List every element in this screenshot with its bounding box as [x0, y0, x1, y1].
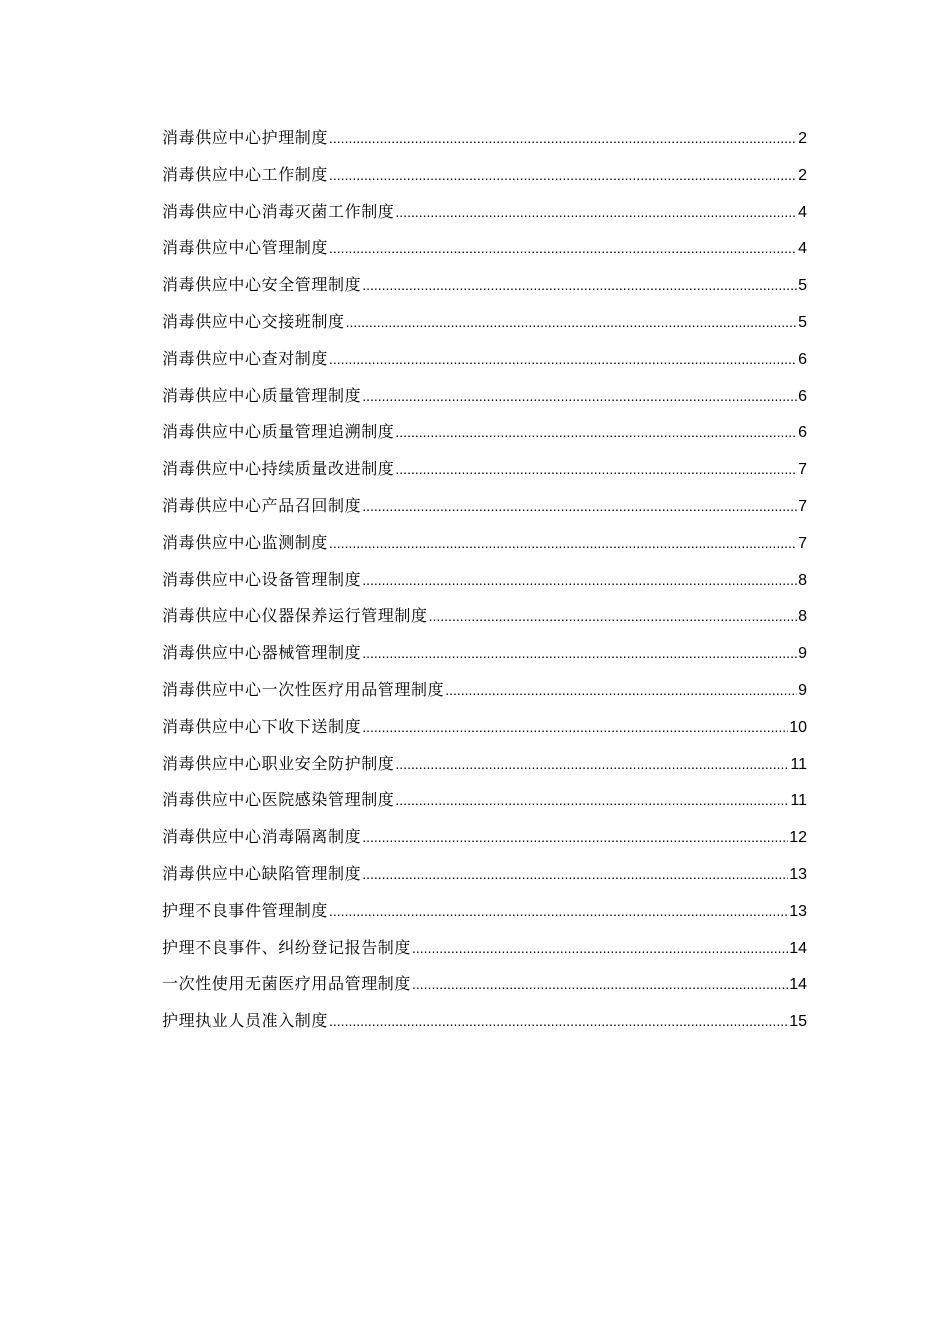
toc-entry-page: 5	[798, 277, 807, 295]
toc-entry-page: 4	[798, 203, 807, 221]
toc-entry-title: 消毒供应中心查对制度	[162, 348, 329, 368]
toc-entry[interactable]	[162, 525, 807, 562]
toc-dot-leader	[395, 414, 797, 451]
toc-dot-leader	[362, 488, 797, 525]
toc-entry-page: 11	[790, 755, 807, 773]
table-of-contents	[162, 120, 807, 1040]
toc-entry-page: 6	[798, 387, 807, 405]
toc-entry[interactable]	[162, 157, 807, 194]
toc-entry[interactable]	[162, 120, 807, 157]
toc-entry-title: 消毒供应中心产品召回制度	[162, 495, 362, 515]
toc-entry-page: 14	[789, 976, 807, 994]
toc-entry-title: 消毒供应中心质量管理追溯制度	[162, 422, 395, 442]
toc-entry-title: 消毒供应中心质量管理制度	[162, 385, 362, 405]
toc-dot-leader	[329, 525, 797, 562]
toc-entry-page: 5	[798, 313, 807, 331]
toc-entry-page: 6	[798, 424, 807, 442]
toc-entry-page: 13	[789, 865, 807, 883]
toc-dot-leader	[362, 819, 788, 856]
toc-entry-page: 2	[798, 166, 807, 184]
toc-dot-leader	[362, 856, 788, 893]
toc-entry[interactable]	[162, 966, 807, 1003]
toc-entry-page: 10	[789, 718, 807, 736]
toc-entry-page: 13	[789, 902, 807, 920]
toc-dot-leader	[362, 378, 797, 415]
toc-entry-page: 7	[798, 461, 807, 479]
toc-entry[interactable]	[162, 782, 807, 819]
toc-entry[interactable]	[162, 488, 807, 525]
toc-entry-page: 7	[798, 534, 807, 552]
toc-dot-leader	[362, 562, 797, 599]
toc-dot-leader	[395, 451, 797, 488]
toc-entry-title: 消毒供应中心职业安全防护制度	[162, 753, 395, 773]
toc-entry[interactable]	[162, 635, 807, 672]
toc-entry-page: 14	[789, 939, 807, 957]
toc-entry-page: 8	[798, 571, 807, 589]
toc-entry[interactable]	[162, 267, 807, 304]
toc-entry-title: 消毒供应中心设备管理制度	[162, 569, 362, 589]
toc-entry[interactable]	[162, 562, 807, 599]
toc-dot-leader	[362, 635, 797, 672]
toc-entry-page: 6	[798, 350, 807, 368]
toc-dot-leader	[412, 930, 788, 967]
toc-entry-title: 一次性使用无菌医疗用品管理制度	[162, 974, 412, 994]
toc-entry-page: 9	[798, 645, 807, 663]
toc-entry-title: 消毒供应中心医院感染管理制度	[162, 790, 395, 810]
toc-dot-leader	[395, 782, 789, 819]
toc-dot-leader	[346, 304, 797, 341]
toc-entry-page: 8	[798, 608, 807, 626]
toc-entry[interactable]	[162, 598, 807, 635]
toc-entry[interactable]	[162, 194, 807, 231]
toc-dot-leader	[329, 1003, 788, 1040]
toc-entry-page: 15	[789, 1013, 807, 1031]
toc-entry-title: 护理不良事件、纠纷登记报告制度	[162, 937, 412, 957]
toc-dot-leader	[445, 672, 797, 709]
toc-dot-leader	[329, 230, 797, 267]
toc-entry[interactable]	[162, 709, 807, 746]
toc-dot-leader	[362, 709, 788, 746]
toc-entry[interactable]	[162, 451, 807, 488]
toc-entry[interactable]	[162, 341, 807, 378]
toc-dot-leader	[412, 966, 788, 1003]
toc-entry-page: 4	[798, 240, 807, 258]
toc-entry-title: 消毒供应中心工作制度	[162, 164, 329, 184]
toc-entry[interactable]	[162, 672, 807, 709]
toc-entry[interactable]	[162, 930, 807, 967]
toc-entry-title: 消毒供应中心器械管理制度	[162, 643, 362, 663]
toc-entry-title: 消毒供应中心交接班制度	[162, 311, 345, 331]
toc-dot-leader	[395, 746, 789, 783]
toc-entry-title: 消毒供应中心监测制度	[162, 532, 329, 552]
toc-entry[interactable]	[162, 304, 807, 341]
toc-entry-title: 消毒供应中心管理制度	[162, 238, 329, 258]
toc-entry-page: 9	[798, 681, 807, 699]
toc-entry[interactable]	[162, 856, 807, 893]
toc-entry[interactable]	[162, 230, 807, 267]
toc-entry-title: 消毒供应中心缺陷管理制度	[162, 863, 362, 883]
toc-dot-leader	[395, 194, 797, 231]
toc-dot-leader	[429, 598, 797, 635]
toc-entry-title: 护理执业人员准入制度	[162, 1011, 329, 1031]
toc-dot-leader	[329, 341, 797, 378]
toc-entry[interactable]	[162, 1003, 807, 1040]
toc-entry-title: 消毒供应中心消毒灭菌工作制度	[162, 201, 395, 221]
toc-entry-title: 消毒供应中心消毒隔离制度	[162, 827, 362, 847]
toc-entry-page: 7	[798, 497, 807, 515]
toc-entry-title: 消毒供应中心下收下送制度	[162, 716, 362, 736]
toc-dot-leader	[362, 267, 797, 304]
toc-entry[interactable]	[162, 819, 807, 856]
toc-entry-title: 消毒供应中心仪器保养运行管理制度	[162, 606, 428, 626]
toc-entry-page: 2	[798, 130, 807, 147]
toc-entry-title: 护理不良事件管理制度	[162, 900, 329, 920]
toc-entry-page: 11	[790, 792, 807, 810]
toc-dot-leader	[329, 120, 797, 157]
toc-dot-leader	[329, 893, 788, 930]
toc-entry-title: 消毒供应中心一次性医疗用品管理制度	[162, 679, 445, 699]
toc-entry[interactable]	[162, 746, 807, 783]
toc-entry-page: 12	[789, 829, 807, 847]
toc-entry[interactable]	[162, 893, 807, 930]
toc-entry-title: 消毒供应中心护理制度	[162, 128, 329, 147]
toc-entry[interactable]	[162, 378, 807, 415]
toc-entry[interactable]	[162, 414, 807, 451]
toc-entry-title: 消毒供应中心安全管理制度	[162, 275, 362, 295]
toc-entry-title: 消毒供应中心持续质量改进制度	[162, 459, 395, 479]
toc-dot-leader	[329, 157, 797, 194]
